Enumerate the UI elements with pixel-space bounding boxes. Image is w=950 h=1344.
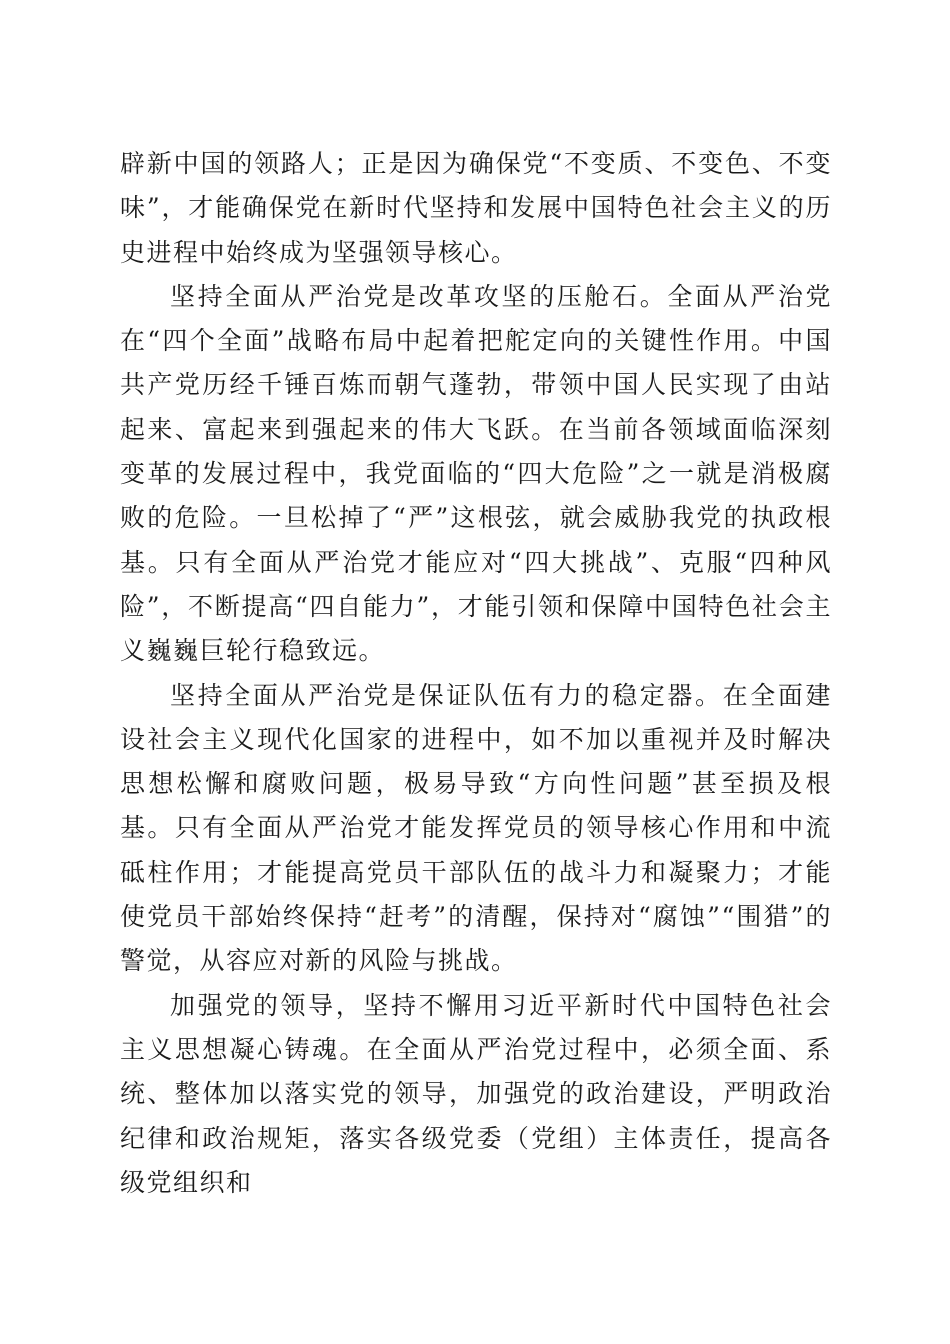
paragraph-2: 坚持全面从严治党是改革攻坚的压舱石。全面从严治党在“四个全面”战略布局中起着把舵定向的关键性作用。中国共产党历经千锤百炼而朝气蓬勃，带领中国人民实现了由站起来、富起来到强起来的伟大飞跃。在当前各领域面临深刻变革的发展过程中，我党面临的“四大危险”之一就是消极腐败的危险。一旦松掉了“严”这根弦，就会威胁我党的执政根基。只有全面从严治党才能应对“四大挑战”、克服“四种风险”，不断提高“四自能力”，才能引领和保障中国特色社会主义巍巍巨轮行稳致远。 <box>120 281 832 666</box>
paragraph-3: 坚持全面从严治党是保证队伍有力的稳定器。在全面建设社会主义现代化国家的进程中，如不加以重视并及时解决思想松懈和腐败问题，极易导致“方向性问题”甚至损及根基。只有全面从严治党才能发挥党员的领导核心作用和中流砥柱作用；才能提高党员干部队伍的战斗力和凝聚力；才能使党员干部始终保持“赶考”的清醒，保持对“腐蚀”“围猎”的警觉，从容应对新的风险与挑战。 <box>120 680 832 976</box>
paragraph-1: 辟新中国的领路人；正是因为确保党“不变质、不变色、不变味”，才能确保党在新时代坚持和发展中国特色社会主义的历史进程中始终成为坚强领导核心。 <box>120 149 832 267</box>
paragraph-4: 加强党的领导，坚持不懈用习近平新时代中国特色社会主义思想凝心铸魂。在全面从严治党过程中，必须全面、系统、整体加以落实党的领导，加强党的政治建设，严明政治纪律和政治规矩，落实各级党委（党组）主体责任，提高各级党组织和 <box>120 990 832 1197</box>
document-body <box>120 142 832 1205</box>
